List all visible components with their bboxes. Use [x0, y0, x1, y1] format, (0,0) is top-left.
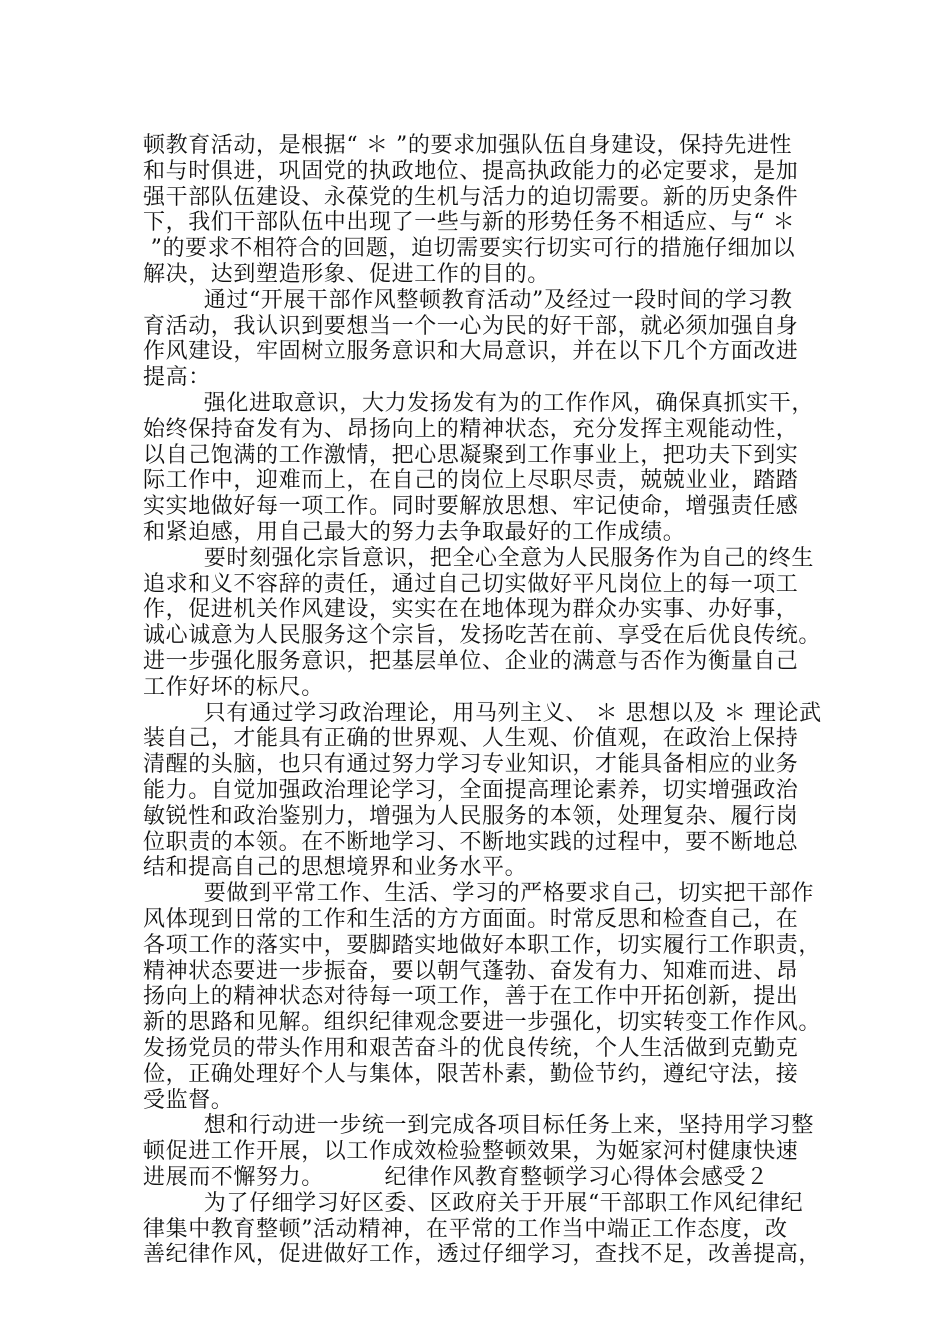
text-line: 通过“开展干部作风整顿教育活动”及经过一段时间的学习教: [143, 287, 793, 313]
text-line: 清醒的头脑，也只有通过努力学习专业知识，才能具备相应的业务: [143, 752, 799, 778]
text-line: 装自己，才能具有正确的世界观、人生观、价值观，在政治上保持: [143, 726, 799, 752]
text-line: 为了仔细学习好区委、区政府关于开展“干部职工作风纪律纪: [143, 1190, 804, 1216]
text-line: 发扬党员的带头作用和艰苦奋斗的优良传统，个人生活做到克勤克: [143, 1036, 799, 1061]
text-line: 俭，正确处理好个人与集体，限苦朴素，勤俭节约，遵纪守法，接: [143, 1061, 799, 1087]
text-line: ”的要求不相符合的回题，迫切需要实行切实可行的措施仔细加以: [143, 236, 796, 262]
text-line: 顿教育活动，是根据“ ＊ ”的要求加强队伍自身建设，保持先进性: [143, 133, 793, 158]
text-line: 以自己饱满的工作激情，把心思凝聚到工作事业上，把功夫下到实: [143, 442, 799, 468]
text-line: 解决，达到塑造形象、促进工作的目的。: [143, 262, 550, 287]
text-line: 敏锐性和政治鉴别力，增强为人民服务的本领，处理复杂、履行岗: [143, 803, 799, 829]
text-line: 实实地做好每一项工作。同时要解放思想、牢记使命，增强责任感: [143, 494, 799, 520]
text-line: 追求和义不容辞的责任，通过自己切实做好平凡岗位上的每一项工: [143, 571, 799, 597]
text-line: 顿促进工作开展，以工作成效检验整顿效果，为姬家河村健康快速: [143, 1139, 799, 1165]
text-line: 要做到平常工作、生活、学习的严格要求自己，切实把干部作: [143, 881, 814, 907]
text-line: 风体现到日常的工作和生活的方方面面。时常反思和检查自己，在: [143, 907, 799, 932]
text-line: 能力。自觉加强政治理论学习，全面提高理论素养，切实增强政治: [143, 778, 799, 803]
text-line: 只有通过学习政治理论，用马列主义、 ＊ 思想以及 ＊ 理论武: [143, 700, 822, 726]
text-line: 善纪律作风，促进做好工作，透过仔细学习，查找不足，改善提高，: [143, 1242, 822, 1268]
text-line: 结和提高自己的思想境界和业务水平。: [143, 855, 528, 881]
text-line: 进一步强化服务意识，把基层单位、企业的满意与否作为衡量自己: [143, 649, 799, 674]
text-line: 强干部队伍建设、永葆党的生机与活力的迫切需要。新的历史条件: [143, 184, 799, 210]
text-line: 工作好坏的标尺。: [143, 674, 324, 700]
text-line: 精神状态要进一步振奋，要以朝气蓬勃、奋发有力、知难而进、昂: [143, 958, 799, 984]
text-line: 新的思路和见解。组织纪律观念要进一步强化，切实转变工作作风。: [143, 1010, 822, 1036]
text-line: 提高：: [143, 365, 211, 391]
text-line: 育活动，我认识到要想当一个一心为民的好干部，就必须加强自身: [143, 313, 799, 339]
text-line: 想和行动进一步统一到完成各项目标任务上来，坚持用学习整: [143, 1113, 814, 1139]
text-line: 下，我们干部队伍中出现了一些与新的形势任务不相适应、与“ ＊: [143, 210, 796, 236]
text-line: 位职责的本领。在不断地学习、不断地实践的过程中，要不断地总: [143, 829, 799, 855]
text-line: 受监督。: [143, 1087, 234, 1113]
text-line: 作风建设，牢固树立服务意识和大局意识，并在以下几个方面改进: [143, 339, 799, 365]
text-line: 强化进取意识，大力发扬发有为的工作作风，确保真抓实干，: [143, 391, 814, 416]
text-line: 际工作中，迎难而上，在自己的岗位上尽职尽责，兢兢业业，踏踏: [143, 468, 799, 494]
text-line: 作，促进机关作风建设，实实在在地体现为群众办实事、办好事，: [143, 597, 799, 623]
text-line: 各项工作的落实中，要脚踏实地做好本职工作，切实履行工作职责，: [143, 932, 822, 958]
text-line: 要时刻强化宗旨意识，把全心全意为人民服务作为自己的终生: [143, 545, 814, 571]
text-line: 始终保持奋发有为、昂扬向上的精神状态，充分发挥主观能动性，: [143, 416, 799, 442]
text-line: 律集中教育整顿”活动精神，在平常的工作当中端正工作态度，改: [143, 1216, 788, 1242]
text-line: 和与时俱进，巩固党的执政地位、提高执政能力的必定要求，是加: [143, 158, 799, 184]
text-line: 诚心诚意为人民服务这个宗旨，发扬吃苦在前、享受在后优良传统。: [143, 623, 822, 649]
text-line: 进展而不懈努力。 纪律作风教育整顿学习心得体会感受２: [143, 1165, 769, 1190]
text-line: 扬向上的精神状态对待每一项工作，善于在工作中开拓创新，提出: [143, 984, 799, 1010]
text-line: 和紧迫感，用自己最大的努力去争取最好的工作成绩。: [143, 520, 686, 545]
